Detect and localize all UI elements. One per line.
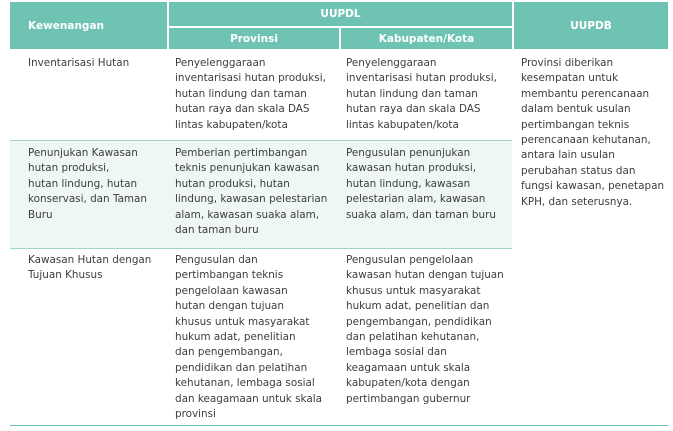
row-2-provinsi: Pemberian pertimbangan teknis penunjukan kawasan hutan produksi, hutan lindung, kawasan pelestarian alam, kawasan suaka alam, dan taman buru (175, 147, 328, 237)
row-3-kewenangan: Kawasan Hutan dengan Tujuan Khusus (28, 254, 152, 282)
row-1-kabupaten-kota: Penyelenggaraan inventarisasi hutan produksi, hutan lindung dan taman hutan raya dan skala DAS lintas kabupaten/kota (346, 57, 497, 131)
row-separator-1 (10, 140, 512, 141)
header-kabupaten-kota-label: Kabupaten/Kota (378, 32, 475, 45)
row-separator-2 (10, 248, 512, 249)
header-kewenangan (10, 2, 167, 49)
uupdb-description: Provinsi diberikan kesempatan untuk membantu perencanaan dalam bentuk usulan pertimbangan teknis perencanaan kehutanan, antara lain usulan perubahan status dan fungsi kawasan, penetapan KPH, dan seterusnya. (521, 57, 665, 208)
row-1-kewenangan: Inventarisasi Hutan (28, 57, 130, 69)
table-bottom-border (10, 425, 668, 426)
row-3-kabupaten-kota: Pengusulan pengelolaan kawasan hutan dengan tujuan khusus untuk masyarakat hukum adat, penelitian dan pengembangan, pendidikan dan pelatihan kehutanan, lembaga sosial dan keagamaan untuk skala kabupaten/kota dengan pertimbangan gubernur (346, 254, 504, 405)
row-2-kabupaten-kota: Pengusulan penunjukan kawasan hutan produksi, hutan lindung, kawasan pelestarian alam, kawasan suaka alam, dan taman buru (346, 147, 496, 221)
header-uupdl-label: UUPDL (320, 8, 361, 20)
header-uupdb-label: UUPDB (570, 19, 612, 32)
row-1-provinsi: Penyelenggaraan inventarisasi hutan produksi, hutan lindung dan taman hutan raya dan skala DAS lintas kabupaten/kota (175, 57, 326, 131)
header-kabupaten-kota (341, 28, 512, 49)
header-uupdb (514, 2, 668, 49)
header-uupdl (169, 2, 512, 26)
header-provinsi-label: Provinsi (230, 32, 278, 45)
row-3-provinsi: Pengusulan dan pertimbangan teknis pengelolaan kawasan hutan dengan tujuan khusus untuk masyarakat hukum adat, penelitian dan pengembangan, pendidikan dan pelatihan kehutanan, lembaga sosial dan keagamaan untuk skala provinsi (175, 254, 322, 421)
row-2-kewenangan: Penunjukan Kawasan hutan produksi, hutan lindung, hutan konservasi, dan Taman Buru (28, 147, 148, 221)
header-kewenangan-label: Kewenangan (28, 19, 105, 32)
header-provinsi (169, 28, 339, 49)
authority-table (10, 2, 668, 426)
